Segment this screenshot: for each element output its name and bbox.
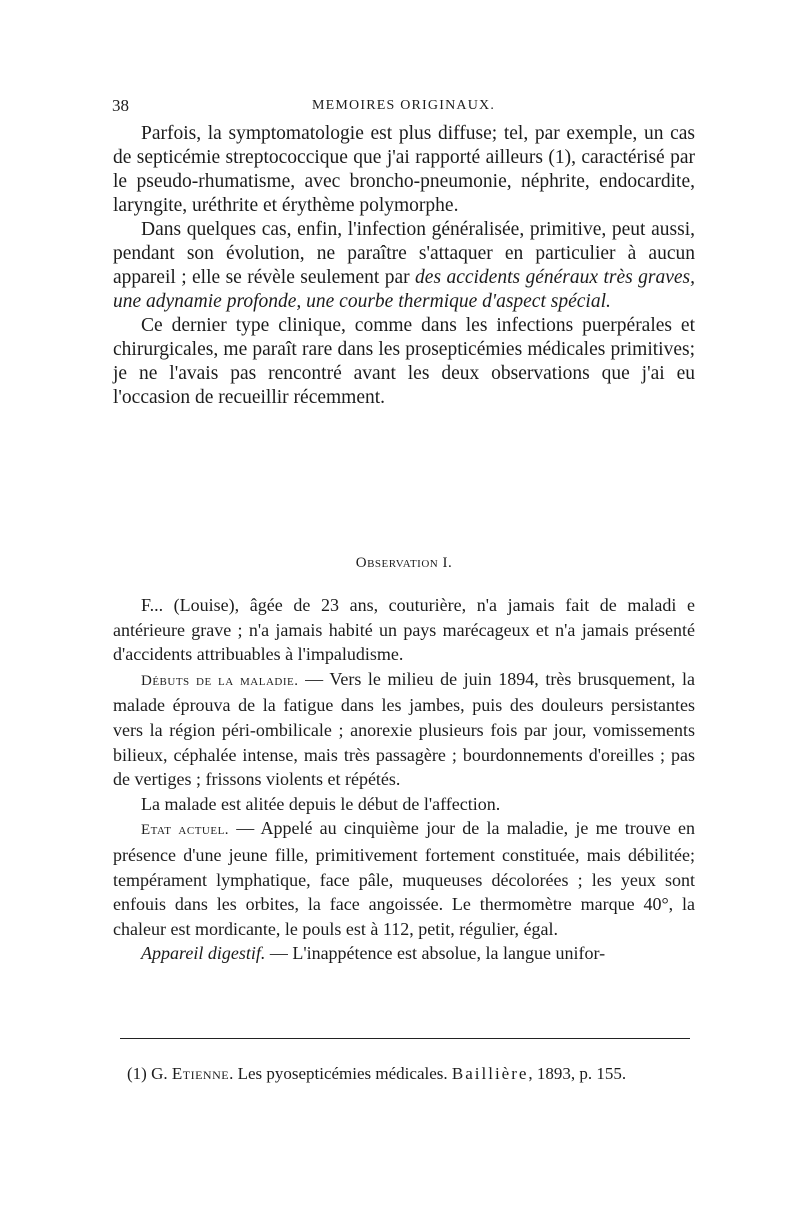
footnote-title: . Les pyosepticémies médicales. <box>229 1064 452 1083</box>
debuts-label: Débuts de la maladie. <box>141 672 299 689</box>
appareil-label: Appareil digestif. <box>141 943 266 964</box>
etat-label: Etat actuel. <box>141 822 230 839</box>
paragraph-dans-lead: Dans quelques cas, enfin, l'infection généralisée, primitive, peut aussi, pendant son évolution, ne paraître s'attaquer en particulier à aucun appareil ; elle se révèle seulement par <box>113 219 695 288</box>
paragraph-dans-italic: des accidents généraux très graves, une adynamie profonde, une courbe thermique d'aspect spécial. <box>113 267 695 312</box>
observation-etat <box>113 816 695 941</box>
footnote-marker: (1) G. <box>127 1064 172 1083</box>
observation-appareil <box>113 941 695 966</box>
journal-title: MEMOIRES ORIGINAUX. <box>312 98 496 113</box>
debuts-text: — Vers le milieu de juin 1894, très brusquement, la malade éprouva de la fatigue dans les jambes, puis des douleurs persistantes vers la région péri-ombilicale ; anorexie plusieurs fois par jour, vomissements bilieux, céphalée intense, mais très passagère ; bourdonnements d'oreilles ; pas de vertiges ; frissons violents et répétés. <box>113 668 695 790</box>
observation-text <box>113 593 695 966</box>
appareil-text: — L'inappétence est absolue, la langue unifor- <box>265 943 606 964</box>
paragraph-ce: Ce dernier type clinique, comme dans les infections puerpérales et chirurgicales, me paraît rare dans les prosepticémies médicales primitives; je ne l'avais pas rencontré avant les deux observations que j'ai eu l'occasion de recueillir récemment. <box>113 315 695 408</box>
body-text <box>113 122 695 410</box>
footnote-tail: , 1893, p. 155. <box>528 1064 627 1083</box>
footnote-author: Etienne <box>171 1064 230 1083</box>
footnote-publisher: Baillière <box>451 1064 529 1083</box>
observation-debuts <box>113 667 695 792</box>
paragraph-dans <box>113 218 695 314</box>
paragraph-parfois: Parfois, la symptomatologie est plus diffuse; tel, par exemple, un cas de septicémie streptococcique que j'ai rapporté ailleurs (1), caractérisé par le pseudo-rhumatisme, avec broncho-pneumonie, néphrite, endocardite, laryngite, uréthrite et érythème polymorphe. <box>113 123 695 216</box>
page-number: 38 <box>112 96 129 115</box>
running-head <box>112 96 692 120</box>
observation-patient: F... (Louise), âgée de 23 ans, couturière, n'a jamais fait de maladi e antérieure grave ; n'a jamais habité un pays marécageux et n'a jamais présenté d'accidents attribuables à l'impaludisme. <box>113 595 695 665</box>
footnote-rule <box>120 1038 690 1039</box>
observation-alitee: La malade est alitée depuis le début de l'affection. <box>141 793 501 814</box>
etat-text: — Appelé au cinquième jour de la maladie, je me trouve en présence d'une jeune fille, primitivement fortement constituée, mais débilitée; tempérament lymphatique, face pâle, muqueuses décolorées ; les yeux sont enfouis dans les orbites, la face angoissée. Le thermomètre marque 40°, la chaleur est mordicante, le pouls est à 112, petit, régulier, égal. <box>113 818 695 939</box>
observation-heading: Observation I. <box>355 555 453 571</box>
footnote <box>113 1062 695 1086</box>
